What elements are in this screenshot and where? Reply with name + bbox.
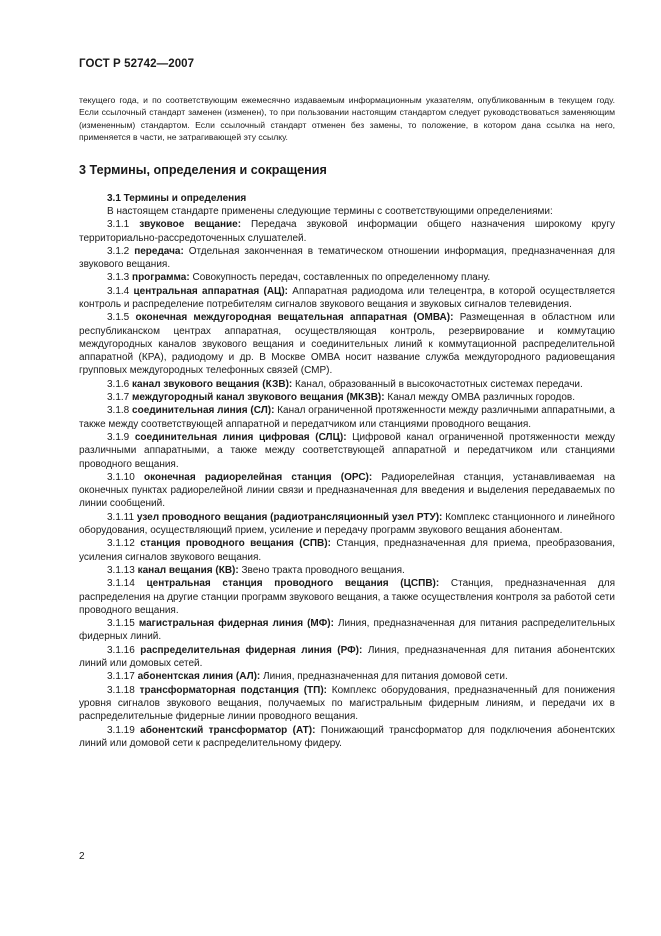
- term-definition: Комплекс станционного и линейного оборудования, осуществляющий прием, усиление и передачу программ звукового вещания абонентам.: [79, 511, 615, 537]
- term-entry: [79, 245, 615, 272]
- term-definition: Канал ограниченной протяженности между различными аппаратными, а также между соответствующей аппаратной и передатчиком или станциями проводного вещания.: [79, 405, 615, 430]
- subsection-lead: В настоящем стандарте применены следующие термины с соответствующими определениями:: [107, 205, 553, 217]
- term-entry: [79, 537, 615, 564]
- term-definition: Размещенная в областном или республиканском центрах аппаратная, осуществляющая контроль, резервирование и коммутацию междугородных каналов звукового вещания и соединительных линий к коммутационной распределительной аппаратной (КРА), радиодому и др. В Москве ОМВА носит название служба междугородного радиовещания групповых междугородных телефонных связей (СМР).: [79, 312, 616, 377]
- term-name: станция проводного вещания (СПВ):: [140, 538, 331, 550]
- term-name: распределительная фидерная линия (РФ):: [140, 644, 363, 656]
- term-entry: [79, 404, 615, 431]
- term-entry: [79, 311, 615, 377]
- term-number: 3.1.4: [107, 285, 130, 297]
- term-number: 3.1.14: [107, 578, 135, 590]
- term-definition: Цифровой канал ограниченной протяженности между различными аппаратными, а также между соответствующей аппаратной и передатчиком или станциями проводного вещания.: [79, 431, 615, 470]
- term-name: соединительная линия (СЛ):: [132, 405, 275, 417]
- term-definition: Линия, предназначенная для питания абонентских линий или домовых сетей.: [79, 644, 615, 670]
- term-definition: Канал между ОМВА различных городов.: [387, 392, 575, 404]
- term-definition: Понижающий трансформатор для подключения абонентских линий или домовой сети к распределительному фидеру.: [79, 724, 615, 749]
- term-entry: [79, 285, 615, 312]
- term-name: звуковое вещание:: [139, 219, 242, 231]
- term-number: 3.1.9: [107, 431, 130, 443]
- term-definition: Радиорелейная станция, устанавливаемая на оконечных пунктах радиорелейной линии связи и предназначенная для введения и выделения передаваемых по линии сообщений.: [79, 471, 615, 510]
- term-entry: [79, 431, 615, 471]
- term-definition: Канал, образованный в высокочастотных системах передачи.: [295, 378, 583, 390]
- term-entry: [79, 577, 615, 617]
- term-entry: [79, 670, 615, 683]
- term-definition: Станция, предназначенная для распределения на другие станции программ звукового вещания, а также осуществления контроля за работой сети проводного вещания.: [79, 578, 616, 616]
- term-number: 3.1.10: [107, 471, 135, 483]
- terms-list: [79, 218, 615, 750]
- term-name: трансформаторная подстанция (ТП):: [139, 684, 327, 696]
- document-page: [79, 58, 615, 750]
- document-header: ГОСТ Р 52742—2007: [79, 58, 195, 70]
- term-definition: Звено тракта проводного вещания.: [241, 564, 405, 576]
- term-entry: [79, 684, 615, 724]
- term-definition: Комплекс оборудования, предназначенный для понижения уровня сигналов звукового вещания, получаемых по магистральным фидерным линиям, и передачи их в распределительные фидерные линии проводного вещания.: [79, 684, 615, 723]
- term-name: канал звукового вещания (КЗВ):: [132, 378, 293, 390]
- section-title: 3 Термины, определения и сокращения: [79, 162, 327, 177]
- term-entry: [79, 724, 615, 751]
- term-entry: [79, 218, 615, 245]
- term-number: 3.1.3: [107, 272, 130, 284]
- term-entry: [79, 271, 615, 284]
- term-number: 3.1.5: [107, 312, 130, 324]
- term-definition: Совокупность передач, составленных по определенному плану.: [192, 272, 491, 284]
- term-definition: Станция, предназначенная для приема, преобразования, усиления сигналов звукового вещания.: [79, 538, 615, 563]
- term-number: 3.1.11: [107, 511, 135, 523]
- term-entry: [79, 391, 615, 404]
- term-name: центральная аппаратная (АЦ):: [133, 285, 289, 297]
- term-name: центральная станция проводного вещания (ЦСПВ):: [146, 578, 440, 590]
- term-name: канал вещания (КВ):: [137, 564, 239, 576]
- term-name: междугородный канал звукового вещания (МКЗВ):: [132, 392, 385, 404]
- page-number: 2: [79, 851, 85, 862]
- term-number: 3.1.1: [107, 219, 130, 231]
- term-entry: [79, 511, 615, 538]
- intro-paragraph: текущего года, и по соответствующим ежемесячно издаваемым информационным указателям, опубликованным в текущем году. Если ссылочный стандарт заменен (изменен), то при пользовании настоящим стандартом следует руководствоваться заменяющим (измененным) стандартом. Если ссылочный стандарт отменен без замены, то положение, в котором дана ссылка на него, применяется в части, не затрагивающей эту ссылку.: [79, 95, 615, 143]
- term-entry: [79, 378, 615, 391]
- term-number: 3.1.7: [107, 392, 130, 404]
- term-name: оконечная радиорелейная станция (ОРС):: [144, 471, 373, 483]
- term-number: 3.1.13: [107, 564, 135, 576]
- term-definition: Передача звуковой информации общего назначения широкому кругу территориально-рассредоточенных слушателей.: [79, 219, 616, 244]
- term-definition: Линия, предназначенная для питания распределительных фидерных линий.: [79, 618, 615, 643]
- term-entry: [79, 564, 615, 577]
- term-name: программа:: [132, 272, 190, 284]
- subsection-title-wrap: [79, 192, 615, 205]
- term-name: абонентская линия (АЛ):: [137, 671, 261, 683]
- term-definition: Отдельная законченная в тематическом отношении информация, предназначенная для звукового вещания.: [79, 245, 615, 271]
- term-number: 3.1.2: [107, 245, 130, 257]
- term-number: 3.1.6: [107, 378, 130, 390]
- term-name: оконечная междугородная вещательная аппаратная (ОМВА):: [135, 312, 454, 324]
- term-name: передача:: [134, 245, 184, 257]
- term-entry: [79, 471, 615, 511]
- term-number: 3.1.19: [107, 724, 135, 736]
- term-name: магистральная фидерная линия (МФ):: [138, 618, 334, 630]
- term-number: 3.1.18: [107, 684, 135, 696]
- subsection-title: 3.1 Термины и определения: [107, 192, 247, 204]
- term-definition: Аппаратная радиодома или телецентра, в которой осуществляется контроль и распределение потребителям сигналов звукового вещания и звуковых сигналов телевидения.: [79, 285, 616, 310]
- term-number: 3.1.17: [107, 671, 135, 683]
- term-number: 3.1.15: [107, 618, 135, 630]
- term-entry: [79, 644, 615, 671]
- term-entry: [79, 617, 615, 644]
- term-definition: Линия, предназначенная для питания домовой сети.: [263, 671, 508, 683]
- term-name: соединительная линия цифровая (СЛЦ):: [134, 431, 347, 443]
- term-number: 3.1.12: [107, 538, 135, 550]
- term-name: абонентский трансформатор (АТ):: [140, 724, 316, 736]
- term-number: 3.1.8: [107, 405, 130, 417]
- term-name: узел проводного вещания (радиотрансляционный узел РТУ):: [136, 511, 443, 523]
- term-number: 3.1.16: [107, 644, 135, 656]
